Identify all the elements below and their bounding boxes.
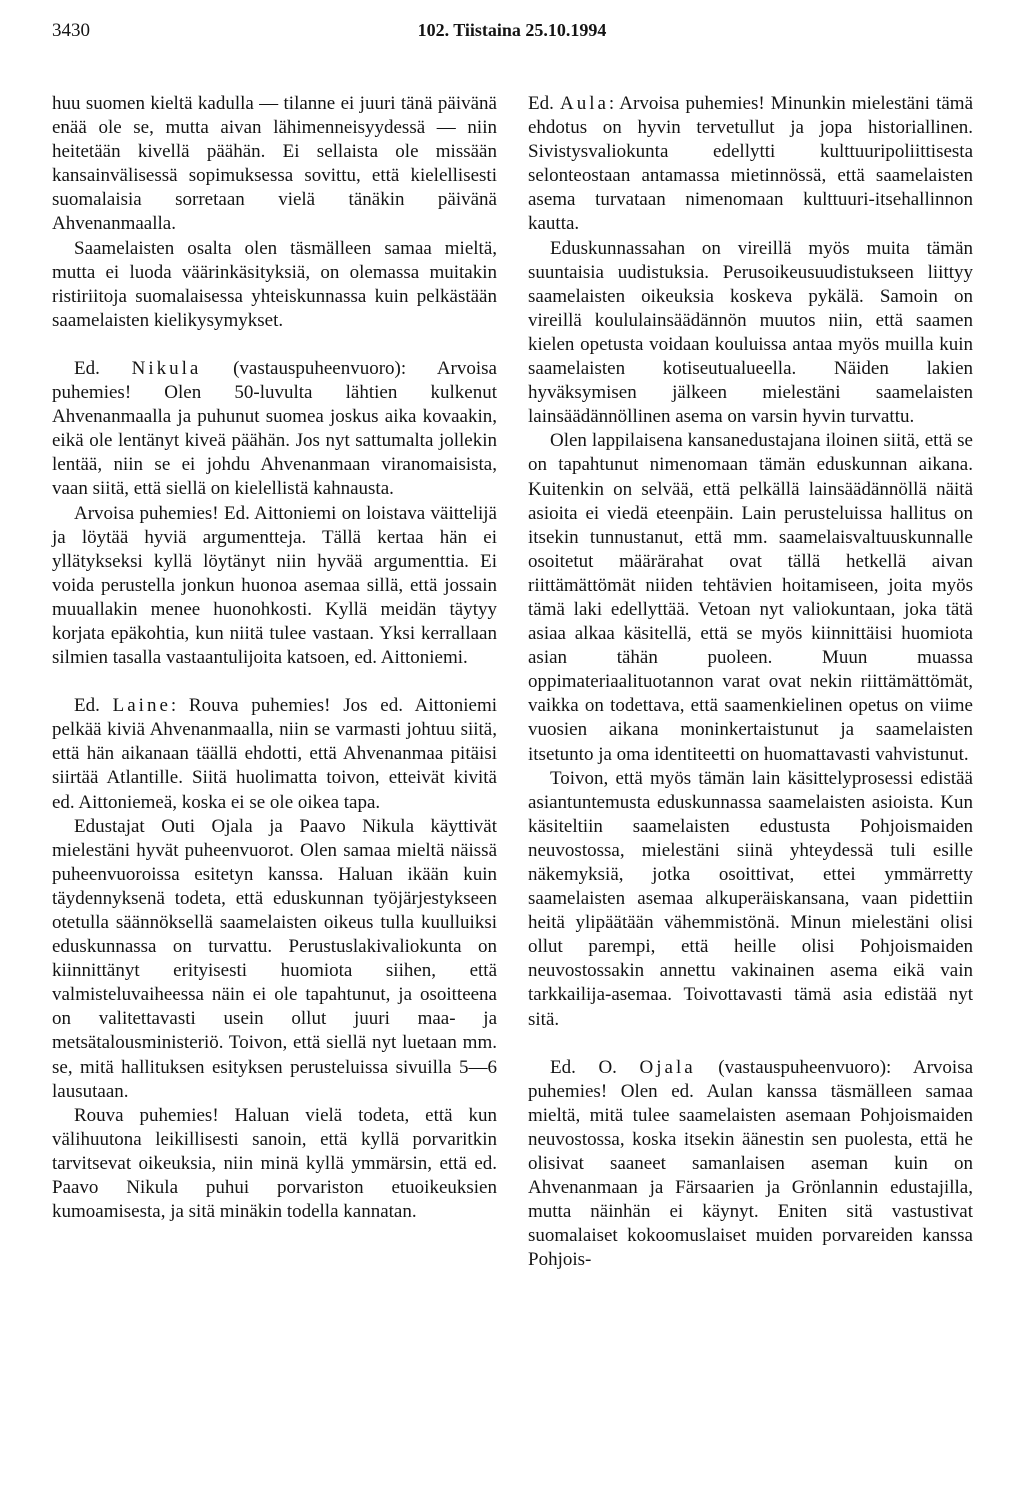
speaker-prefix: Ed. (74, 695, 100, 717)
paragraph: Edustajat Outi Ojala ja Paavo Nikula käyttivät mielestäni hyvät puheenvuorot. Olen samaa mieltä näissä puheenvuoroissa esitetyn kanssa. Haluan ikään kuin täydennyksenä todeta, että eduskunnan työjärjestykseen otetulla säännöksellä saamelaisten oikeus tulla kuulluiksi eduskunnassa on turvattu. Perustuslakivaliokunta on kiinnittänyt erityisesti huomiota siihen, että valmisteluvaiheessa näin ei ole tapahtunut, ja osoitteena on valitettavasti usein ollut juuri maa- ja metsätalousministeriö. Toivon, että siellä nyt luetaan mm. se, mitä hallituksen esityksen perusteluissa sivuilla 5—6 lausutaan. (52, 815, 497, 1102)
speaker-prefix: Ed. O. (550, 1056, 617, 1078)
speech-laine (52, 694, 497, 814)
speech-text: (vastauspuheenvuoro): Arvoisa puhemies! Olen ed. Aulan kanssa täsmälleen samaa mieltä, mitä tulee saamelaisten asemaan Pohjoismaiden neuvostossa, koska itsekin äänestin sen puolesta, että he olisivat saaneet samanlaisen aseman kuin on Ahvenanmaan ja Färsaarien ja Grönlannin edustajilla, mutta näinhän ei käynyt. Eniten sitä vastustivat suomalaiset kokoomuslaiset muiden porvareiden kanssa Pohjois- (528, 1056, 974, 1271)
paragraph: Toivon, että myös tämän lain käsittelyprosessi edistää asiantuntemusta eduskunnassa saamelaisten asioista. Kun käsiteltiin saamelaisten edustusta Pohjoismaiden neuvostossa, mielestäni siinä yhteydessä tuli esille näkemyksiä, jotka osoittivat, ettei ymmärretty saamelaisten asemaa alkuperäiskansana, vaan pidettiin heitä ylipäätään vähemmistönä. Minun mielestäni olisi ollut parempi, että heille olisi Pohjoismaiden neuvostossakin annettu vakinainen asema eikä vain tarkkailija-asemaa. Toivottavasti tämä asia edistää nyt sitä. (528, 767, 973, 1030)
paragraph: Rouva puhemies! Haluan vielä todeta, että kun välihuutona leikillisesti sanoin, että kyllä porvaritkin tarvitsevat oikeuksia, niin minä kyllä ymmärsin, että ed. Paavo Nikula puhui porvariston etuoikeuksien kumoamisesta, ja sitä minäkin todella kannatan. (52, 1104, 497, 1223)
paragraph: huu suomen kieltä kadulla — tilanne ei juuri tänä päivänä enää ole se, mutta aivan lähimenneisyydessä — niin heitetään kivellä päähän. Ei sellaista ole missään kansainvälisessä sopimuksessa sovittu, että kielellisesti suomalaisia sorretaan vielä tänäkin päivänä Ahvenanmaalla. (52, 93, 497, 235)
speaker-name: Aula (559, 93, 609, 114)
paragraph: Saamelaisten osalta olen täsmälleen samaa mieltä, mutta ei luoda väärinkäsityksiä, on olemassa muitakin ristiriitoja suomalaisessa yhteiskunnassa kuin pelkästään saamelaisten kielikysymykset. (52, 237, 497, 331)
speaker-name: Ojala (639, 1056, 696, 1078)
speaker-prefix: Ed. (74, 357, 100, 379)
right-column (528, 92, 973, 1273)
speaker-name: Laine (112, 695, 171, 717)
paragraph: Eduskunnassahan on vireillä myös muita tämän suuntaisia uudistuksia. Perusoikeusuudistukseen liittyy saamelaisten oikeuksia koskeva pykälä. Samoin on vireillä koululainsäädännön muutos niin, että saamen kielen opetusta voidaan kouluissa antaa myös muilla kuin saamelaisten kotiseutualueella. Näiden lakien hyväksymisen jälkeen mielestäni saamelaisten lainsäädännöllinen asema on varsin hyvin turvattu. (528, 237, 973, 428)
speech-text: : Arvoisa puhemies! Minunkin mielestäni tämä ehdotus on hyvin tervetullut ja jopa historiallinen. Sivistysvaliokunta edellytti kulttuuripoliittisesta selonteostaan antamassa mietinnössä, että saamelaisten asema turvataan nimenomaan kulttuuri-itsehallinnon kautta. (528, 93, 974, 235)
speech-text: (vastauspuheenvuoro): Arvoisa puhemies! Olen 50-luvulta lähtien kulkenut Ahvenanmaalla ja puhunut suomea joskus aika kovaakin, eikä ole lentänyt kiveä päähän. Jos nyt sattumalta jollekin lentää, niin se ei johdu Ahvenanmaan viranomaisista, vaan siitä, että siellä on kielellistä kahnausta. (52, 357, 497, 500)
paragraph: Arvoisa puhemies! Ed. Aittoniemi on loistava väittelijä ja löytää hyviä argumentteja. Tällä kertaa hän ei yllätykseksi kyllä löytänyt niin hyvää argumenttia. Ei voida perustella jonkun huonoa asemaa sillä, että jossain muuallakin menee huonohkosti. Kyllä meidän täytyy korjata epäkohtia, kun niitä tulee vastaan. Yksi kerrallaan silmien tasalla vastaantulijoita katsoen, ed. Aittoniemi. (52, 502, 497, 669)
speech-ojala (528, 1056, 973, 1273)
speech-aula (528, 92, 973, 237)
speech-text: : Rouva puhemies! Jos ed. Aittoniemi pelkää kiviä Ahvenanmaalla, niin se varmasti johtuu siitä, että hän aikanaan täällä ehdotti, että Ahvenanmaa pitäisi siirtää Atlantille. Siitä huolimatta toivon, etteivät kivitä ed. Aittoniemeä, koska ei se ole oikea tapa. (52, 695, 497, 813)
speaker-name: Nikula (131, 357, 202, 379)
speaker-prefix: Ed. (528, 93, 554, 114)
speech-nikula (52, 357, 497, 502)
page-number: 3430 (52, 20, 90, 41)
left-column (52, 92, 497, 1224)
paragraph: Olen lappilaisena kansanedustajana iloinen siitä, että se on tapahtunut nimenomaan tämän eduskunnan aikana. Kuitenkin on selvää, että pelkällä lainsäädännöllä näitä asioita ei viedä eteenpäin. Lain perusteluissa hallitus on itsekin tunnustanut, että mm. saamelaisvaltuuskunnalle osoitetut määrärahat ovat tällä hetkellä aivan riittämättömät niiden tehtävien hoitamiseen, joita myös tämä laki edellyttää. Vetoan nyt valiokuntaan, joka tätä asiaa alkaa käsitellä, että se myös kiinnittäisi huomiota asian tähän puoleen. Muun muassa oppimateriaalituotannon varat ovat nekin riittämättömät, vaikka on todettava, että saamenkielinen opetus on viime vuosien aikana moninkertaistunut ja saamelaisten itsetunto ja oma identiteetti on huomattavasti vahvistunut. (528, 430, 973, 765)
session-date: 102. Tiistaina 25.10.1994 (417, 20, 607, 40)
running-head (52, 20, 972, 46)
